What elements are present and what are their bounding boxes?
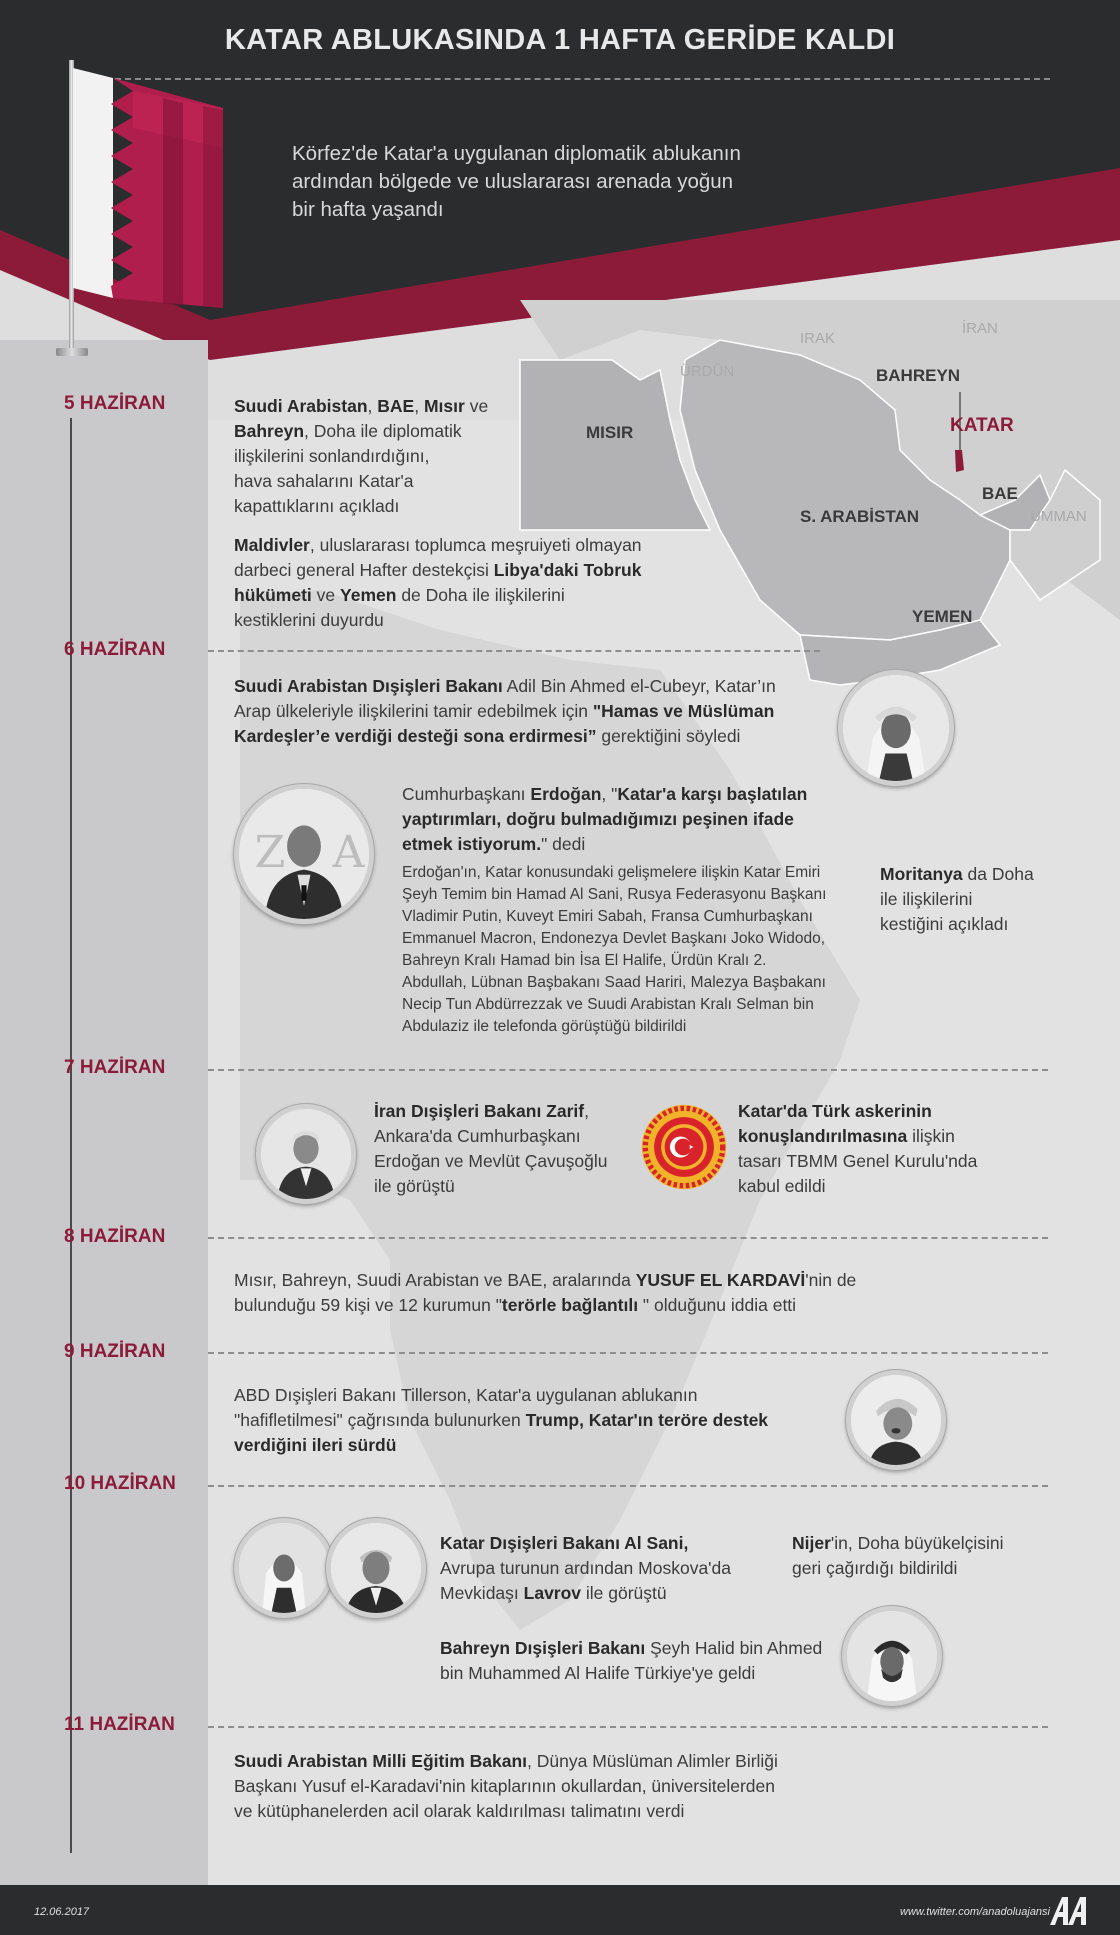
event-6-haziran-1: Suudi Arabistan Dışişleri Bakanı Adil Bin Ahmed el-Cubeyr, Katar’ın Arap ülkeleriyle ilişkilerini tamir edebilmek için "Hamas ve Müslüman Kardeşler’e verdiği desteği sona erdirmesi” gerektiğini söyledi: [234, 676, 776, 746]
page-title: KATAR ABLUKASINDA 1 HAFTA GERİDE KALDI: [224, 24, 896, 56]
svg-text:A: A: [332, 827, 365, 878]
map-label-bahreyn: BAHREYN: [876, 366, 961, 385]
tbmm-emblem-icon: [640, 1103, 728, 1191]
event-10-haziran-3: Bahreyn Dışişleri Bakanı Şeyh Halid bin Ahmed bin Muhammed Al Halife Türkiye'ye geldi: [440, 1638, 823, 1683]
event-5-haziran-2: Maldivler, uluslararası toplumca meşruiyeti olmayan darbeci general Hafter destekçisi Libya'daki Tobruk hükümeti ve Yemen de Doha ile ilişkilerini kestiklerini duyurdu: [234, 535, 642, 630]
intro-text: [292, 140, 812, 224]
map-label-urdun: ÜRDÜN: [680, 363, 735, 380]
date-5-haziran: 5 HAZİRAN: [64, 393, 166, 414]
egypt-shape: [520, 360, 710, 530]
map-label-s-arabistan: S. ARABİSTAN: [800, 507, 919, 526]
portrait-zarif: [256, 1104, 356, 1204]
footer-date: 12.06.2017: [34, 1906, 90, 1918]
date-9-haziran: 9 HAZİRAN: [64, 1341, 166, 1362]
separator: [208, 1237, 1048, 1239]
separator: [208, 1726, 1048, 1728]
event-6-haziran-2: Cumhurbaşkanı Erdoğan, "Katar'a karşı başlatılan yaptırımları, doğru bulmadığımızı peşinen ifade etmek istiyorum." dedi: [402, 784, 808, 854]
event-10-haziran-2: Nijer'in, Doha büyükelçisini geri çağırdığı bildirildi: [792, 1533, 1004, 1578]
event-6-haziran-2-detail: Erdoğan'ın, Katar konusundaki gelişmelere ilişkin Katar Emiri Şeyh Temim bin Hamad Al Sani, Rusya Federasyonu Başkanı Vladimir Putin, Kuveyt Emiri Sabah, Fransa Cumhurbaşkanı Emmanuel Macron, Endonezya Devlet Başkanı Joko Widodo, Bahreyn Kralı Hamad bin İsa El Halife, Ürdün Kralı 2. Abdullah, Lübnan Başbakanı Saad Hariri, Malezya Başbakanı Necip Tun Abdürrezzak ve Suudi Arabistan Kralı Selman bin Abdulaziz ile telefonda görüştüğü bildirildi: [402, 864, 827, 1035]
flag-base: [56, 348, 88, 356]
separator: [208, 1069, 1048, 1071]
date-7-haziran: 7 HAZİRAN: [64, 1057, 166, 1078]
intro-line: ardından bölgede ve uluslararası arenada yoğun: [292, 170, 734, 193]
portrait-lavrov: [326, 1518, 426, 1618]
map-label-iran: İRAN: [962, 320, 998, 337]
portrait-halid-bin-ahmed: [842, 1606, 942, 1706]
portrait-cubeyr: [838, 670, 954, 786]
date-8-haziran: 8 HAZİRAN: [64, 1226, 166, 1247]
svg-text:Z: Z: [254, 827, 286, 878]
portrait-trump: [846, 1370, 946, 1470]
separator: [208, 1485, 1048, 1487]
event-11-haziran-1: Suudi Arabistan Milli Eğitim Bakanı, Dünya Müslüman Alimler Birliği Başkanı Yusuf el-Karadavi'nin kitaplarının okullardan, üniversitelerden ve kütüphanelerden acil olarak kaldırılması talimatını verdi: [234, 1751, 778, 1821]
event-8-haziran-1: Mısır, Bahreyn, Suudi Arabistan ve BAE, aralarında YUSUF EL KARDAVİ'nin de bulunduğu 59 kişi ve 12 kurumun "terörle bağlantılı " olduğunu iddia etti: [234, 1270, 857, 1315]
date-11-haziran: 11 HAZİRAN: [64, 1714, 175, 1735]
map-label-yemen: YEMEN: [912, 607, 973, 626]
map-label-katar: KATAR: [950, 415, 1014, 436]
map-label-misir: MISIR: [586, 423, 634, 442]
event-7-haziran-1: İran Dışişleri Bakanı Zarif, Ankara'da Cumhurbaşkanı Erdoğan ve Mevlüt Çavuşoğlu ile görüştü: [374, 1101, 608, 1196]
timeline-axis: [70, 418, 72, 1853]
intro-line: bir hafta yaşandı: [292, 198, 444, 221]
date-6-haziran: 6 HAZİRAN: [64, 639, 166, 660]
event-10-haziran-1: Katar Dışişleri Bakanı Al Sani, Avrupa turunun ardından Moskova'da Mevkidaşı Lavrov ile görüştü: [440, 1533, 731, 1603]
timeline-column: [0, 340, 208, 1885]
event-7-haziran-2: Katar'da Türk askerinin konuşlandırılmasına ilişkin tasarı TBMM Genel Kurulu'nda kabul edildi: [738, 1101, 978, 1196]
qatar-flag-icon: [73, 68, 223, 308]
portrait-erdogan: [234, 784, 374, 924]
event-9-haziran-1: ABD Dışişleri Bakanı Tillerson, Katar'a uygulanan ablukanın "hafifletilmesi" çağrısında bulunurken Trump, Katar'ın teröre destek verdiğini ileri sürdü: [234, 1385, 769, 1455]
event-5-haziran-1: Suudi Arabistan, BAE, Mısır ve Bahreyn, Doha ile diplomatik ilişkilerini sonlandırdığını, hava sahalarını Katar'a kapattıklarını açıkladı: [234, 396, 489, 516]
title-divider: [115, 78, 1050, 80]
event-6-haziran-3: Moritanya da Doha ile ilişkilerini kestiğini açıkladı: [880, 864, 1034, 934]
map-label-umman: UMMAN: [1030, 508, 1087, 525]
intro-line: Körfez'de Katar'a uygulanan diplomatik ablukanın: [292, 142, 741, 165]
portrait-al-sani: [234, 1518, 334, 1618]
separator: [208, 650, 820, 652]
map-label-irak: IRAK: [800, 330, 836, 347]
footer-twitter-link[interactable]: www.twitter.com/anadoluajansi: [900, 1906, 1050, 1918]
map-label-bae: BAE: [982, 484, 1018, 503]
date-10-haziran: 10 HAZİRAN: [64, 1473, 176, 1494]
separator: [208, 1352, 1048, 1354]
anadolu-ajansi-logo-icon: [1048, 1893, 1088, 1927]
